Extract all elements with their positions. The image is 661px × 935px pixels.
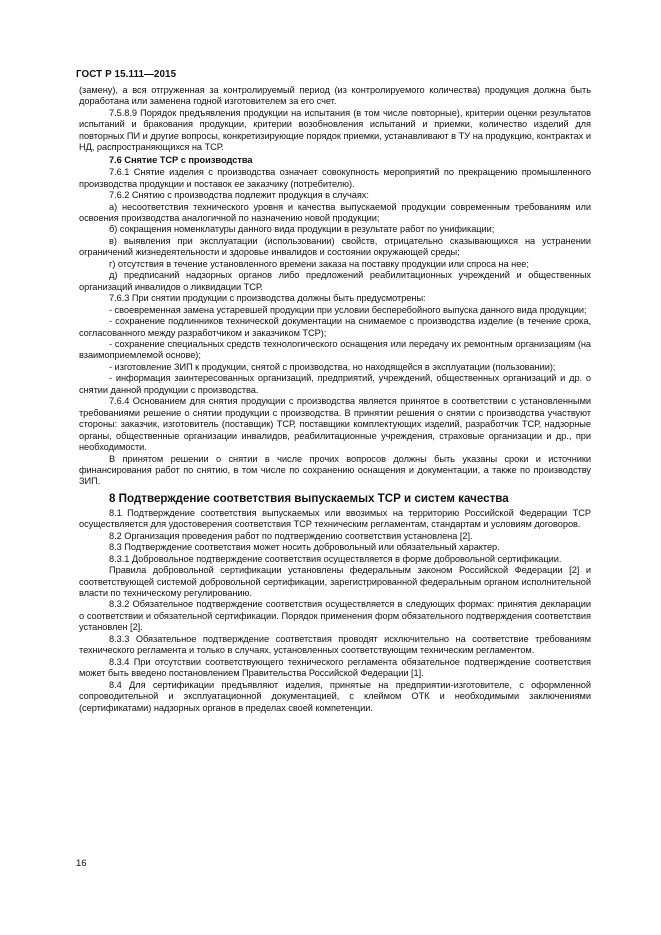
paragraph: 7.6.4 Основанием для снятия продукции с производства является принятое в соответствии с установленными требованиями решение о снятии продукции с производства. В принятии решения о снятии с производства участвуют стороны: заказчик, изготовитель (поставщик) ТСР, поставщики комплектующих изделий, разработчик ТСР, надзорные органы, общественные организации инвалидов, реабилитационные учреждения, страховые организации и др., при необходимости. <box>79 396 591 453</box>
paragraph: а) несоответствия технического уровня и качества выпускаемой продукции современным требованиям или освоения производства аналогичной по назначению новой продукции; <box>79 201 591 223</box>
paragraph: б) сокращения номенклатуры данного вида продукции в результате работ по унификации; <box>109 224 495 235</box>
paragraph: (замену), а вся отгруженная за контролируемый период (из контролируемого количества) продукция должна быть доработана или заменена годной изготовителем за его счет. <box>79 85 591 107</box>
paragraph: 8.3.4 При отсутствии соответствующего технического регламента обязательное подтверждение соответствия может быть введено постановлением Правительства Российской Федерации [1]. <box>79 656 591 679</box>
paragraph: 7.5.8.9 Порядок предъявления продукции на испытания (в том числе повторные), критерии оценки результатов испытаний и бракования продукции, критерии возобновления испытаний и приемки, количество изделий для повторных ПИ и другие вопросы, конкретизирующие порядок приемки, устанавливают в ТУ на продукцию, контрактах и НД, распространяющихся на ТСР. <box>79 107 591 153</box>
page-number: 16 <box>76 858 87 869</box>
paragraph: 8.2 Организация проведения работ по подтверждению соответствия установлена [2]. <box>109 530 473 541</box>
paragraph: в) выявления при эксплуатации (использовании) свойств, отрицательно сказывающихся на устранении ограничений жизнедеятельности и здоровье инвалидов и состоянии окружающей среды; <box>79 235 591 258</box>
paragraph: 8.3 Подтверждение соответствия может носить добровольный или обязательный характер. <box>109 542 500 553</box>
paragraph: 8.3.1 Добровольное подтверждение соответствия осуществляется в форме добровольной сертификации. <box>109 553 562 564</box>
subsection-heading: 7.6 Снятие ТСР с производства <box>109 154 253 165</box>
paragraph: В принятом решении о снятии в числе прочих вопросов должны быть указаны сроки и источники финансирования работ по снятию, в том числе по сохранению оснащения и документации, а также по производству ЗИП. <box>79 453 591 487</box>
paragraph: г) отсутствия в течение установленного времени заказа на поставку продукции или спроса на нее; <box>109 258 529 269</box>
paragraph: 8.3.2 Обязательное подтверждение соответствия осуществляется в следующих формах: принятия декларации о соответствии и обязательной сертификации. Порядок применения форм обязательного подтверждения соответствия установлен [2]. <box>79 599 591 633</box>
paragraph: 8.3.3 Обязательное подтверждение соответствия проводят исключительно на соответствие требованиям технического регламента и только в случаях, установленных соответствующим техническим регламентом. <box>79 633 591 656</box>
paragraph: Правила добровольной сертификации установлены федеральным законом Российской Федерации [2] и соответствующей системой добровольной сертификации, зарегистрированной федеральным органом исполнительной власти по техническому регулированию. <box>79 565 591 599</box>
paragraph: - сохранение подлинников технической документации на снимаемое с производства изделие (в течение срока, согласованного между разработчиком и заказчиком ТСР); <box>79 316 591 338</box>
paragraph: 8.1 Подтверждение соответствия выпускаемых или ввозимых на территорию Российской Федерации ТСР осуществляется для удостоверения соответствия ТСР техническим регламентам, стандартам и условиям договоров. <box>79 507 591 530</box>
paragraph: д) предписаний надзорных органов либо предложений реабилитационных учреждений и общественных организаций инвалидов о ликвидации ТСР. <box>79 270 591 292</box>
paragraph: - изготовление ЗИП к продукции, снятой с производства, но находящейся в эксплуатации (пользовании); <box>109 361 556 372</box>
paragraph: - информация заинтересованных организаций, предприятий, учреждений, общественных организаций и др. о снятии данной продукции с производства. <box>79 373 591 395</box>
paragraph: - своевременная замена устаревшей продукции при условии бесперебойного выпуска данного вида продукции; <box>109 304 587 315</box>
section-heading: 8 Подтверждение соответствия выпускаемых ТСР и систем качества <box>109 491 509 505</box>
paragraph: - сохранение специальных средств технологического оснащения или передачу их ремонтным организациям (на взаимоприемлемой основе); <box>79 338 591 361</box>
paragraph: 8.4 Для сертификации предъявляют изделия, принятые на предприятии-изготовителе, с оформленной сопроводительной и эксплуатационной документацией, с клеймом ОТК и необходимыми заключениями (сертификатами) надзорных органов в пределах своей компетенции. <box>79 679 591 713</box>
paragraph: 7.6.3 При снятии продукции с производства должны быть предусмотрены: <box>109 293 426 304</box>
document-header: ГОСТ Р 15.111—2015 <box>76 69 177 80</box>
paragraph: 7.6.2 Снятию с производства подлежит продукция в случаях: <box>109 190 369 201</box>
paragraph: 7.6.1 Снятие изделия с производства означает совокупность мероприятий по прекращению промышленного производства продукции и поставок ее заказчику (потребителю). <box>79 167 591 189</box>
document-body <box>79 85 591 714</box>
